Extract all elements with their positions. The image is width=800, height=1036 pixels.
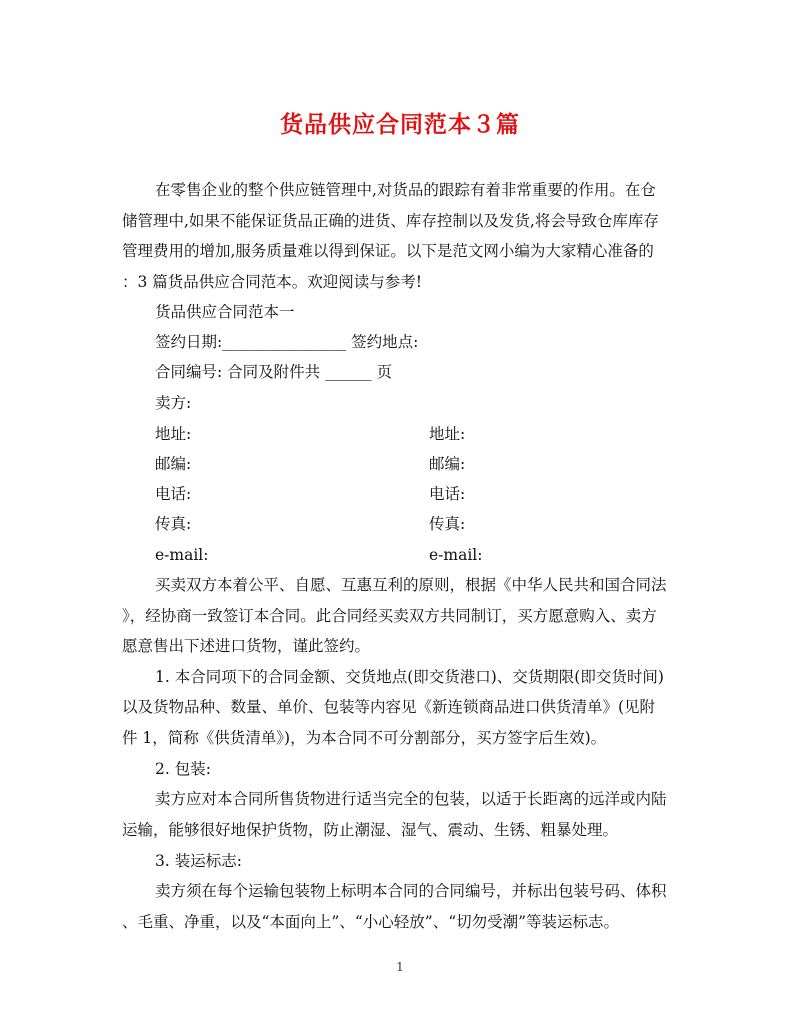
buyer-email-label: e-mail: <box>429 546 483 564</box>
clause-1-line: 以及货物品种、数量、单价、包装等内容见《新连锁商品进口供货清单》(见附 <box>122 698 656 716</box>
seller-label: 卖方: <box>155 394 192 412</box>
clause-1-line: 件 1，简称《供货清单》)，为本合同不可分割部分，买方签字后生效)。 <box>122 729 607 747</box>
intro-line: 储管理中,如果不能保证货品正确的进货、库存控制以及发货,将会导致仓库库存 <box>122 212 659 230</box>
sign-date-line: 签约日期:________________ 签约地点: <box>155 333 419 351</box>
seller-email-label: e-mail: <box>155 546 209 564</box>
clause-2-line: 卖方应对本合同所售货物进行适当完全的包装，以适于长距离的远洋或内陆 <box>155 790 667 808</box>
buyer-postcode-label: 邮编: <box>429 455 466 473</box>
seller-address-label: 地址: <box>155 425 192 443</box>
seller-postcode-label: 邮编: <box>155 455 192 473</box>
clause-2-line: 运输，能够很好地保护货物，防止潮湿、湿气、震动、生锈、粗暴处理。 <box>122 821 619 839</box>
buyer-fax-label: 传真: <box>429 515 466 533</box>
paragraph-line: 》，经协商一致签订本合同。此合同经买卖双方共同制订，买方愿意购入、卖方 <box>122 607 657 625</box>
seller-fax-label: 传真: <box>155 515 192 533</box>
seller-phone-label: 电话: <box>155 485 192 503</box>
contract-number-line: 合同编号: 合同及附件共 ______ 页 <box>155 363 393 381</box>
clause-2-title: 2. 包装: <box>155 760 211 778</box>
buyer-phone-label: 电话: <box>429 485 466 503</box>
intro-line: 管理费用的增加,服务质量难以得到保证。以下是范文网小编为大家精心准备的 <box>122 242 654 260</box>
paragraph-line: 愿意售出下述进口货物，谨此签约。 <box>122 637 371 655</box>
contract-heading: 货品供应合同范本一 <box>155 303 295 321</box>
clause-3-line: 、毛重、净重，以及“本面向上”、“小心轻放”、“切勿受潮”等装运标志。 <box>122 913 620 931</box>
clause-3-title: 3. 装运标志: <box>155 852 242 870</box>
intro-line: 在零售企业的整个供应链管理中,对货品的跟踪有着非常重要的作用。在仓 <box>155 181 656 199</box>
page-number: 1 <box>396 960 404 974</box>
buyer-address-label: 地址: <box>429 425 466 443</box>
clause-1-line: 1. 本合同项下的合同金额、交货地点(即交货港口)、交货期限(即交货时间) <box>155 668 664 686</box>
clause-3-line: 卖方须在每个运输包装物上标明本合同的合同编号，并标出包装号码、体积 <box>155 882 667 900</box>
paragraph-line: 买卖双方本着公平、自愿、互惠互利的原则，根据《中华人民共和国合同法 <box>155 576 667 594</box>
document-title: 货品供应合同范本３篇 <box>280 111 520 138</box>
intro-line: ：3 篇货品供应合同范本。欢迎阅读与参考! <box>122 273 423 291</box>
